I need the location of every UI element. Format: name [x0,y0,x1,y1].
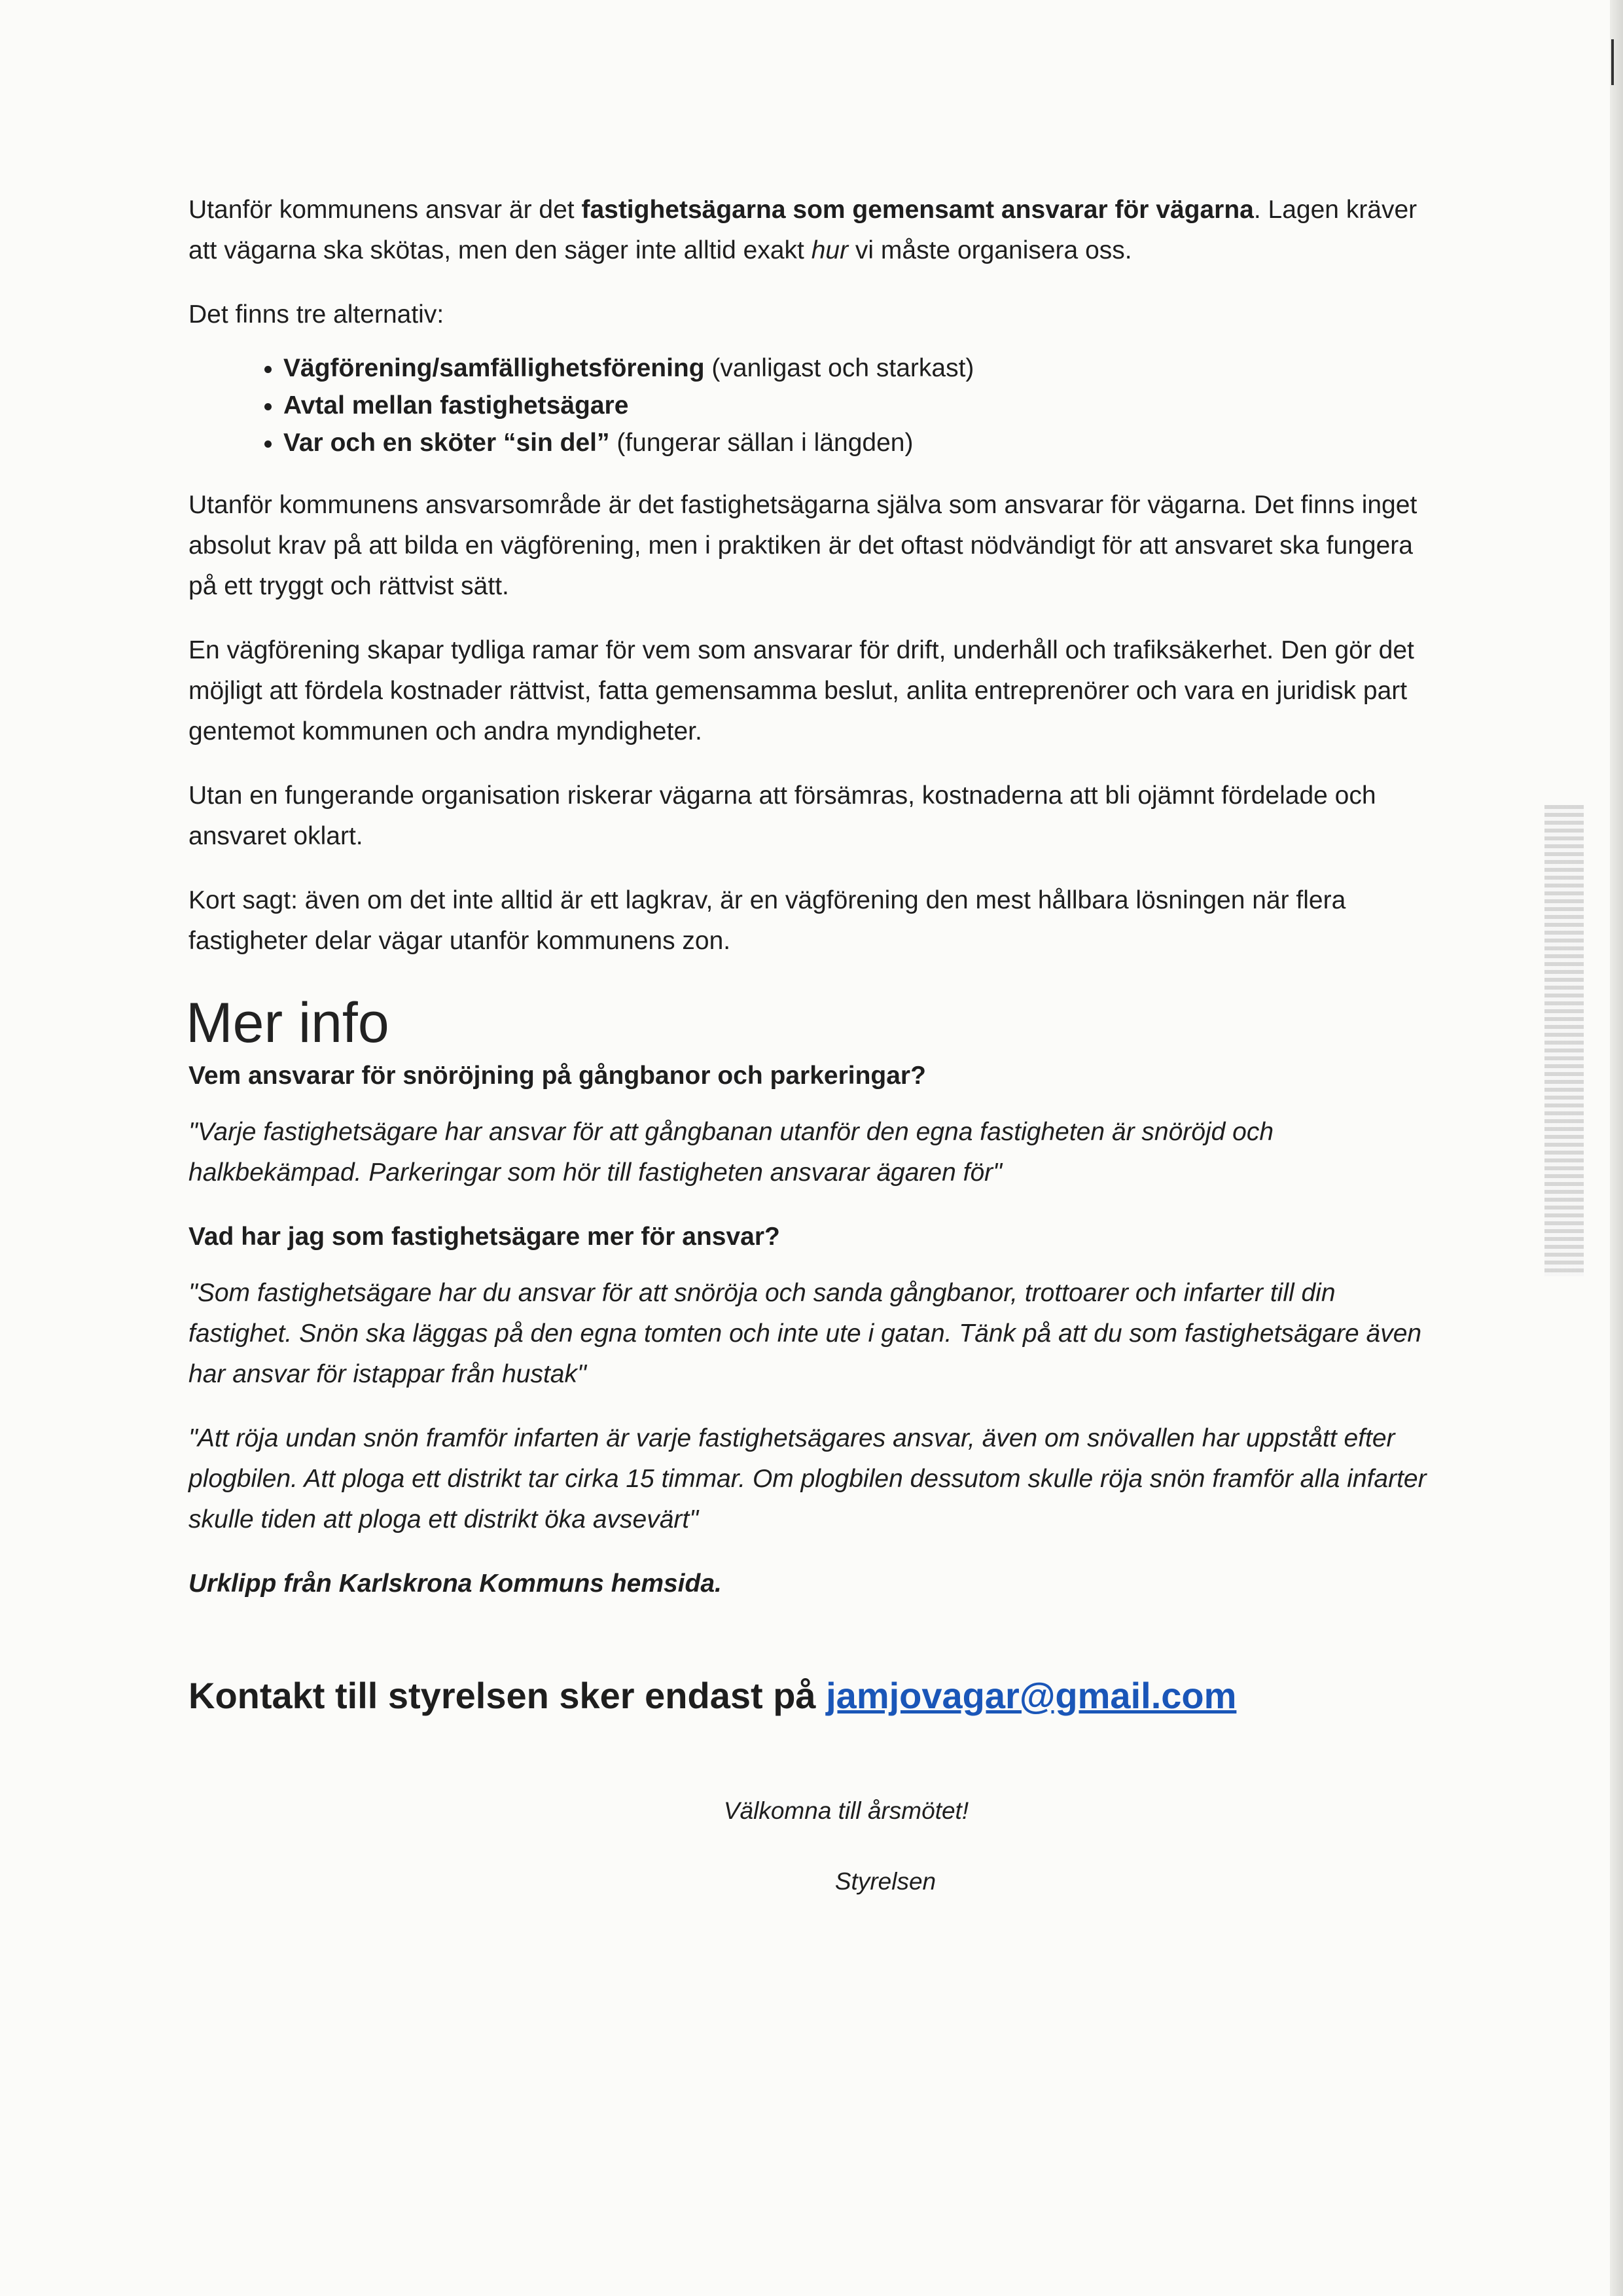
intro-bold-text: fastighetsägarna som gemensamt ansvarar för vägarna [581,196,1254,224]
faq-answer-quote: "Att röja undan snön framför infarten är varje fastighetsägares ansvar, även om snövallen har uppstått efter plogbilen. Att ploga ett distrikt tar cirka 15 timmar. Om plogbilen dessutom skulle röja snön framför alla infarter skulle tiden att ploga ett distrikt öka avsevärt" [188,1424,1427,1534]
contact-line [188,1670,1432,1722]
intro-text-middle: . Lagen kräver att vägarna ska skötas, men den säger inte alltid exakt [188,196,1418,264]
side-barcode-bleed [1544,805,1584,1276]
closing-block [188,1791,1432,1901]
alternative-item [283,387,1432,424]
faq-question-snow: Vem ansvarar för snöröjning på gångbanor och parkeringar? [188,1062,926,1090]
welcome-text: Välkomna till årsmötet! [723,1797,969,1824]
source-credit: Urklipp från Karlskrona Kommuns hemsida. [188,1570,722,1598]
faq-answer-quote: "Som fastighetsägare har du ansvar för att snöröja och sanda gångbanor, trottoarer och infarter till din fastighet. Snön ska läggas på den egna tomten och inte ute i gatan. Tänk på att du som fastighetsägare även har ansvar för istappar från hustak" [188,1279,1422,1388]
intro-italic-word: hur [811,236,849,264]
faq-answer-quote: "Varje fastighetsägare har ansvar för att gångbanan utanför den egna fastigheten är snöröjd och halkbekämpad. Parkeringar som hör till fastigheten ansvarar ägaren för" [188,1118,1274,1187]
signature: Styrelsen [834,1868,936,1895]
alternative-item [283,350,1432,387]
body-paragraph: Utanför kommunens ansvarsområde är det fastighetsägarna själva som ansvarar för vägarna. Det finns inget absolut krav på att bilda en vägförening, men i praktiken är det oftast nödvändigt för att ansvaret ska fungera på ett tryggt och rättvist sätt. [188,491,1418,600]
intro-text-end: vi måste organisera oss. [848,236,1132,264]
document-body [188,190,1432,1901]
intro-paragraph [188,190,1432,271]
alternative-title: Var och en sköter “sin del” [283,429,610,457]
faq-question-responsibility: Vad har jag som fastighetsägare mer för ansvar? [188,1223,780,1251]
alternative-item [283,424,1432,461]
body-paragraph: En vägförening skapar tydliga ramar för vem som ansvarar för drift, underhåll och trafiksäkerhet. Den gör det möjligt att fördela kostnader rättvist, fatta gemensamma beslut, anlita entreprenörer och vara en juridisk part gentemot kommunen och andra myndigheter. [188,636,1414,745]
email-link[interactable]: jamjovagar@gmail.com [826,1675,1237,1716]
body-paragraph: Utan en fungerande organisation riskerar vägarna att försämras, kostnaderna att bli ojämnt fördelade och ansvaret oklart. [188,781,1376,850]
alternative-note: (fungerar sällan i längden) [609,429,914,457]
alternative-note: (vanligast och starkast) [704,354,974,382]
page-edge [1610,0,1623,2296]
alternatives-list [188,350,1432,461]
page-edge-mark [1611,39,1614,85]
contact-text: Kontakt till styrelsen sker endast på [188,1675,827,1716]
alternatives-intro: Det finns tre alternativ: [188,300,444,329]
alternative-title: Avtal mellan fastighetsägare [283,391,629,420]
alternative-title: Vägförening/samfällighetsförening [283,354,705,382]
intro-text-start: Utanför kommunens ansvar är det [188,196,582,224]
mer-info-heading: Mer info [186,992,389,1054]
body-paragraph: Kort sagt: även om det inte alltid är ett lagkrav, är en vägförening den mest hållbara lösningen när flera fastigheter delar vägar utanför kommunens zon. [188,886,1346,955]
